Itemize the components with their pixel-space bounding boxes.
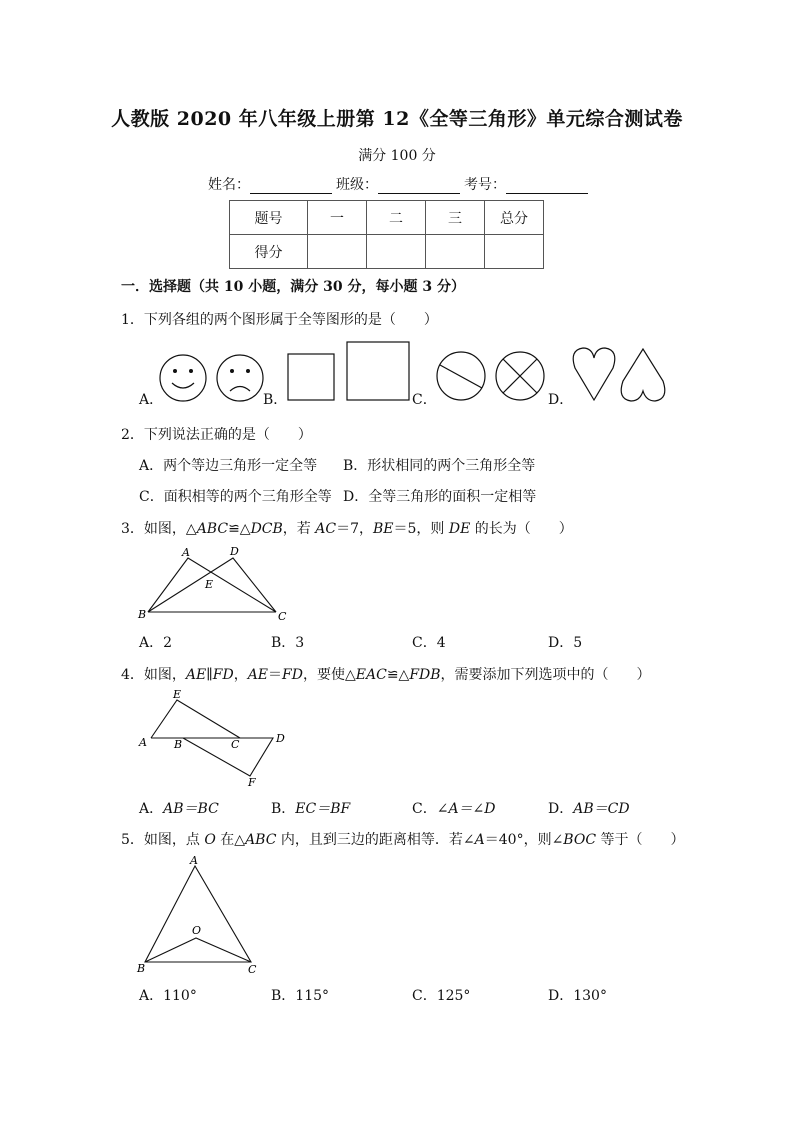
- full-score: 满分 100 分: [358, 148, 436, 164]
- q3-option-d[interactable]: D．5: [548, 635, 583, 651]
- q2-option-c[interactable]: C．面积相等的两个三角形全等: [139, 489, 332, 505]
- math-var: EAC: [355, 667, 387, 683]
- q2-option-d[interactable]: D．全等三角形的面积一定相等: [343, 489, 537, 505]
- option-prefix: C．: [412, 801, 437, 817]
- label-d: D: [276, 732, 285, 745]
- q1-option-c[interactable]: C．: [412, 392, 437, 408]
- section-heading: 一．选择题（共 10 小题，满分 30 分，每小题 3 分）: [121, 279, 465, 295]
- table-cell: 题号: [230, 201, 308, 235]
- option-value: AB＝CD: [573, 801, 630, 817]
- option-value: AB＝BC: [163, 801, 219, 817]
- stem-text: ≌△: [386, 667, 410, 683]
- q2-option-b[interactable]: B．形状相同的两个三角形全等: [343, 458, 536, 474]
- stem-text: 3．如图，△: [121, 521, 197, 537]
- math-var: A: [474, 832, 485, 848]
- option-prefix: B．: [271, 801, 296, 817]
- option-value: ∠A＝∠D: [436, 801, 496, 817]
- label-e: E: [205, 578, 214, 591]
- math-var: AE: [185, 667, 207, 683]
- stem-text: ＝40°，则∠: [484, 832, 564, 848]
- stem-text: ，若: [282, 521, 316, 537]
- label-o: O: [192, 924, 202, 937]
- q1-option-b[interactable]: B．: [263, 392, 288, 408]
- stem-text: ，: [233, 667, 248, 683]
- stem-text: ，要使△: [302, 667, 356, 683]
- question-2-stem: 2．下列说法正确的是（ ）: [121, 427, 312, 443]
- stem-text: ＝5，则: [393, 521, 449, 537]
- q3-option-c[interactable]: C．4: [412, 635, 446, 651]
- option-prefix: D．: [548, 801, 574, 817]
- table-cell: 三: [426, 201, 485, 235]
- option-prefix: A．: [139, 801, 164, 817]
- page-title: 人教版 2020 年八年级上册第 12《全等三角形》单元综合测试卷: [111, 108, 683, 130]
- stem-text: 4．如图，: [121, 667, 186, 683]
- q3-option-a[interactable]: A．2: [139, 635, 173, 651]
- label-d: D: [230, 545, 239, 558]
- q3-option-b[interactable]: B．3: [271, 635, 305, 651]
- q5-option-b[interactable]: B．115°: [271, 988, 330, 1004]
- q5-option-c[interactable]: C．125°: [412, 988, 471, 1004]
- math-var: FDB: [409, 667, 441, 683]
- table-cell: 一: [308, 201, 367, 235]
- question-1-stem: 1．下列各组的两个图形属于全等图形的是（ ）: [121, 312, 438, 328]
- label-e: E: [173, 688, 182, 701]
- table-cell: 二: [367, 201, 426, 235]
- label-b: B: [174, 738, 183, 751]
- stem-text: ＝7，: [336, 521, 373, 537]
- q5-option-a[interactable]: A．110°: [139, 988, 197, 1004]
- stem-text: 等于（ ）: [596, 832, 685, 848]
- stem-text: ＝: [268, 667, 283, 683]
- math-var: DCB: [250, 521, 283, 537]
- math-var: ABC: [196, 521, 229, 537]
- stem-text: 内，且到三边的距离相等．若∠: [276, 832, 475, 848]
- stem-text: ，需要添加下列选项中的（ ）: [440, 667, 651, 683]
- label-b: B: [137, 962, 146, 975]
- class-label: 班级：: [336, 177, 378, 193]
- label-c: C: [248, 963, 257, 976]
- table-cell: 得分: [230, 235, 308, 269]
- q1-option-d[interactable]: D．: [548, 392, 574, 408]
- stem-text: ∥: [206, 667, 213, 683]
- label-f: F: [248, 776, 256, 789]
- stem-text: ≌△: [228, 521, 251, 537]
- name-label: 姓名：: [208, 177, 250, 193]
- stem-text: 的长为（ ）: [470, 521, 573, 537]
- label-a: A: [190, 854, 198, 867]
- math-var: AC: [315, 521, 337, 537]
- stem-text: 在△: [215, 832, 246, 848]
- math-var: O: [204, 832, 216, 848]
- math-var: BE: [373, 521, 394, 537]
- label-c: C: [278, 610, 287, 623]
- math-var: FD: [282, 667, 303, 683]
- math-var: BOC: [563, 832, 597, 848]
- label-a: A: [139, 736, 147, 749]
- label-c: C: [231, 738, 240, 751]
- label-a: A: [182, 546, 190, 559]
- math-var: ABC: [245, 832, 277, 848]
- label-b: B: [138, 608, 147, 621]
- stem-text: 5．如图，点: [121, 832, 205, 848]
- q5-option-d[interactable]: D．130°: [548, 988, 607, 1004]
- math-var: FD: [212, 667, 234, 683]
- math-var: DE: [448, 521, 471, 537]
- q1-option-a[interactable]: A．: [139, 392, 164, 408]
- math-var: AE: [247, 667, 269, 683]
- id-label: 考号：: [464, 177, 506, 193]
- q2-option-a[interactable]: A．两个等边三角形一定全等: [139, 458, 318, 474]
- option-value: EC＝BF: [295, 801, 351, 817]
- table-cell: 总分: [485, 201, 544, 235]
